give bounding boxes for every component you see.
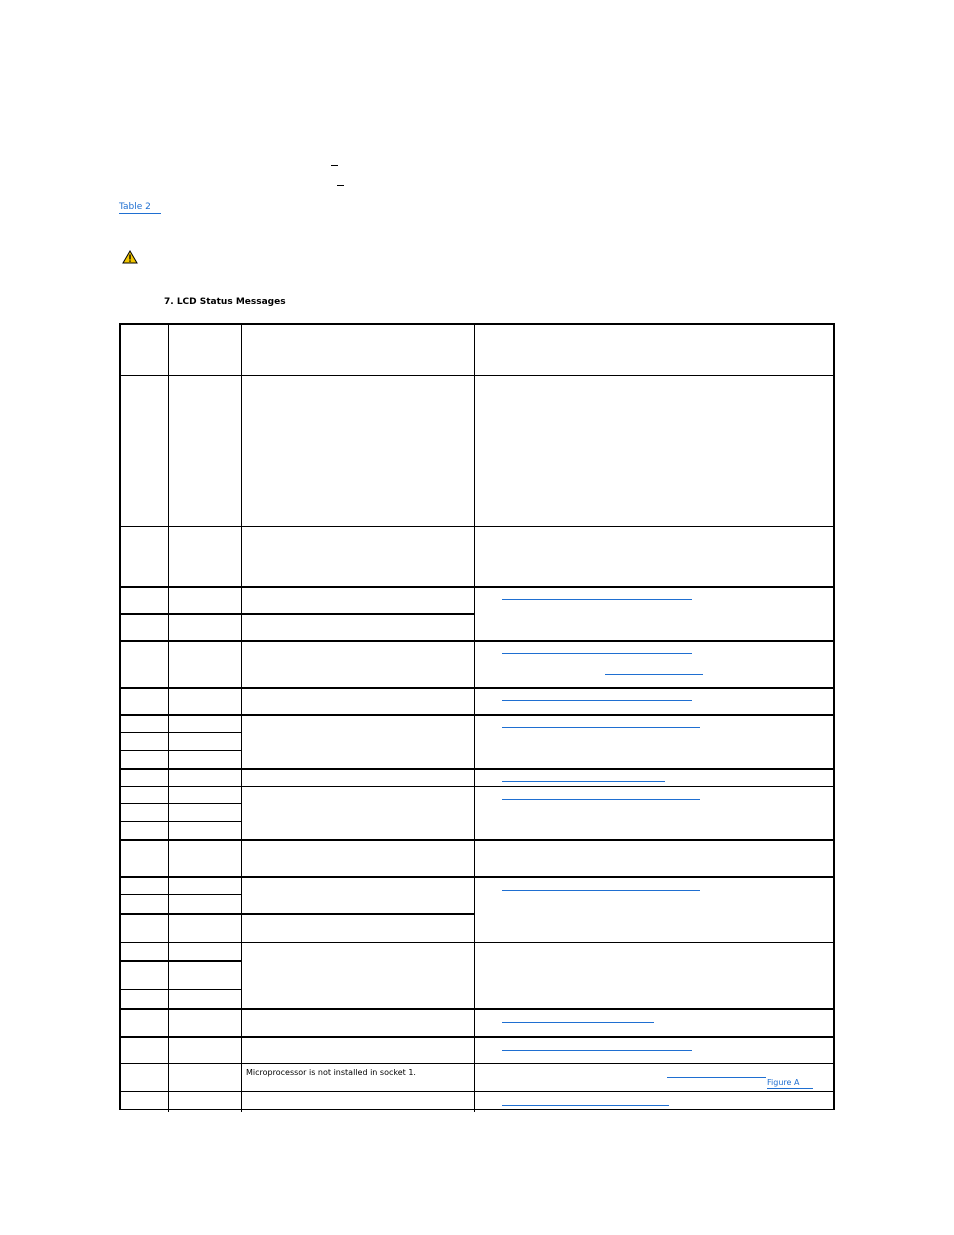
- row-line: [121, 1091, 835, 1092]
- corrective-action-link[interactable]: [502, 1050, 692, 1051]
- row-line: [121, 526, 835, 527]
- lcd-status-table: [119, 323, 835, 1110]
- row-line: [121, 1036, 835, 1038]
- corrective-action-link[interactable]: [502, 727, 700, 728]
- dash-mark-1: [331, 165, 338, 166]
- corrective-action-link[interactable]: [502, 1105, 669, 1106]
- row-line: [121, 375, 835, 376]
- col-divider-2: [241, 325, 242, 1112]
- row-line: [121, 768, 835, 770]
- row-line: [121, 960, 242, 962]
- row-line: [121, 876, 835, 878]
- row-line: [121, 839, 835, 841]
- corrective-action-link[interactable]: [667, 1077, 766, 1078]
- row-line: [121, 714, 835, 716]
- table-2-link[interactable]: Table 2: [119, 202, 151, 212]
- col-divider-3: [474, 325, 475, 1112]
- cause-microprocessor-not-installed: Microprocessor is not installed in socket 1.: [246, 1068, 416, 1077]
- warning-icon: [122, 249, 138, 263]
- row-line: [121, 687, 835, 689]
- corrective-action-link[interactable]: [502, 599, 692, 600]
- row-line: [121, 913, 475, 915]
- row-line: [121, 1109, 835, 1110]
- corrective-action-link[interactable]: [502, 890, 700, 891]
- row-line: [121, 750, 242, 751]
- figure-a-link[interactable]: Figure A: [767, 1078, 800, 1087]
- row-line: [121, 821, 242, 822]
- row-line: [121, 803, 242, 804]
- row-line: [121, 989, 242, 990]
- corrective-action-link[interactable]: [605, 674, 703, 675]
- table-2-link-underline: [119, 213, 161, 214]
- row-line: [121, 1063, 835, 1064]
- row-line: [121, 732, 242, 733]
- table-heading: 7. LCD Status Messages: [164, 297, 286, 307]
- row-line: [121, 613, 475, 615]
- row-line: [121, 894, 242, 895]
- corrective-action-link[interactable]: [502, 653, 692, 654]
- row-line: [121, 586, 835, 588]
- corrective-action-link[interactable]: [502, 1022, 654, 1023]
- row-line: [121, 1008, 835, 1010]
- row-line: [121, 640, 835, 642]
- corrective-action-link[interactable]: [502, 781, 665, 782]
- corrective-action-link[interactable]: [502, 700, 692, 701]
- col-divider-1: [168, 325, 169, 1112]
- figure-a-link-underline: [767, 1088, 813, 1089]
- row-line: [121, 786, 835, 787]
- row-line: [121, 942, 835, 943]
- dash-mark-2: [337, 185, 344, 186]
- corrective-action-link[interactable]: [502, 799, 700, 800]
